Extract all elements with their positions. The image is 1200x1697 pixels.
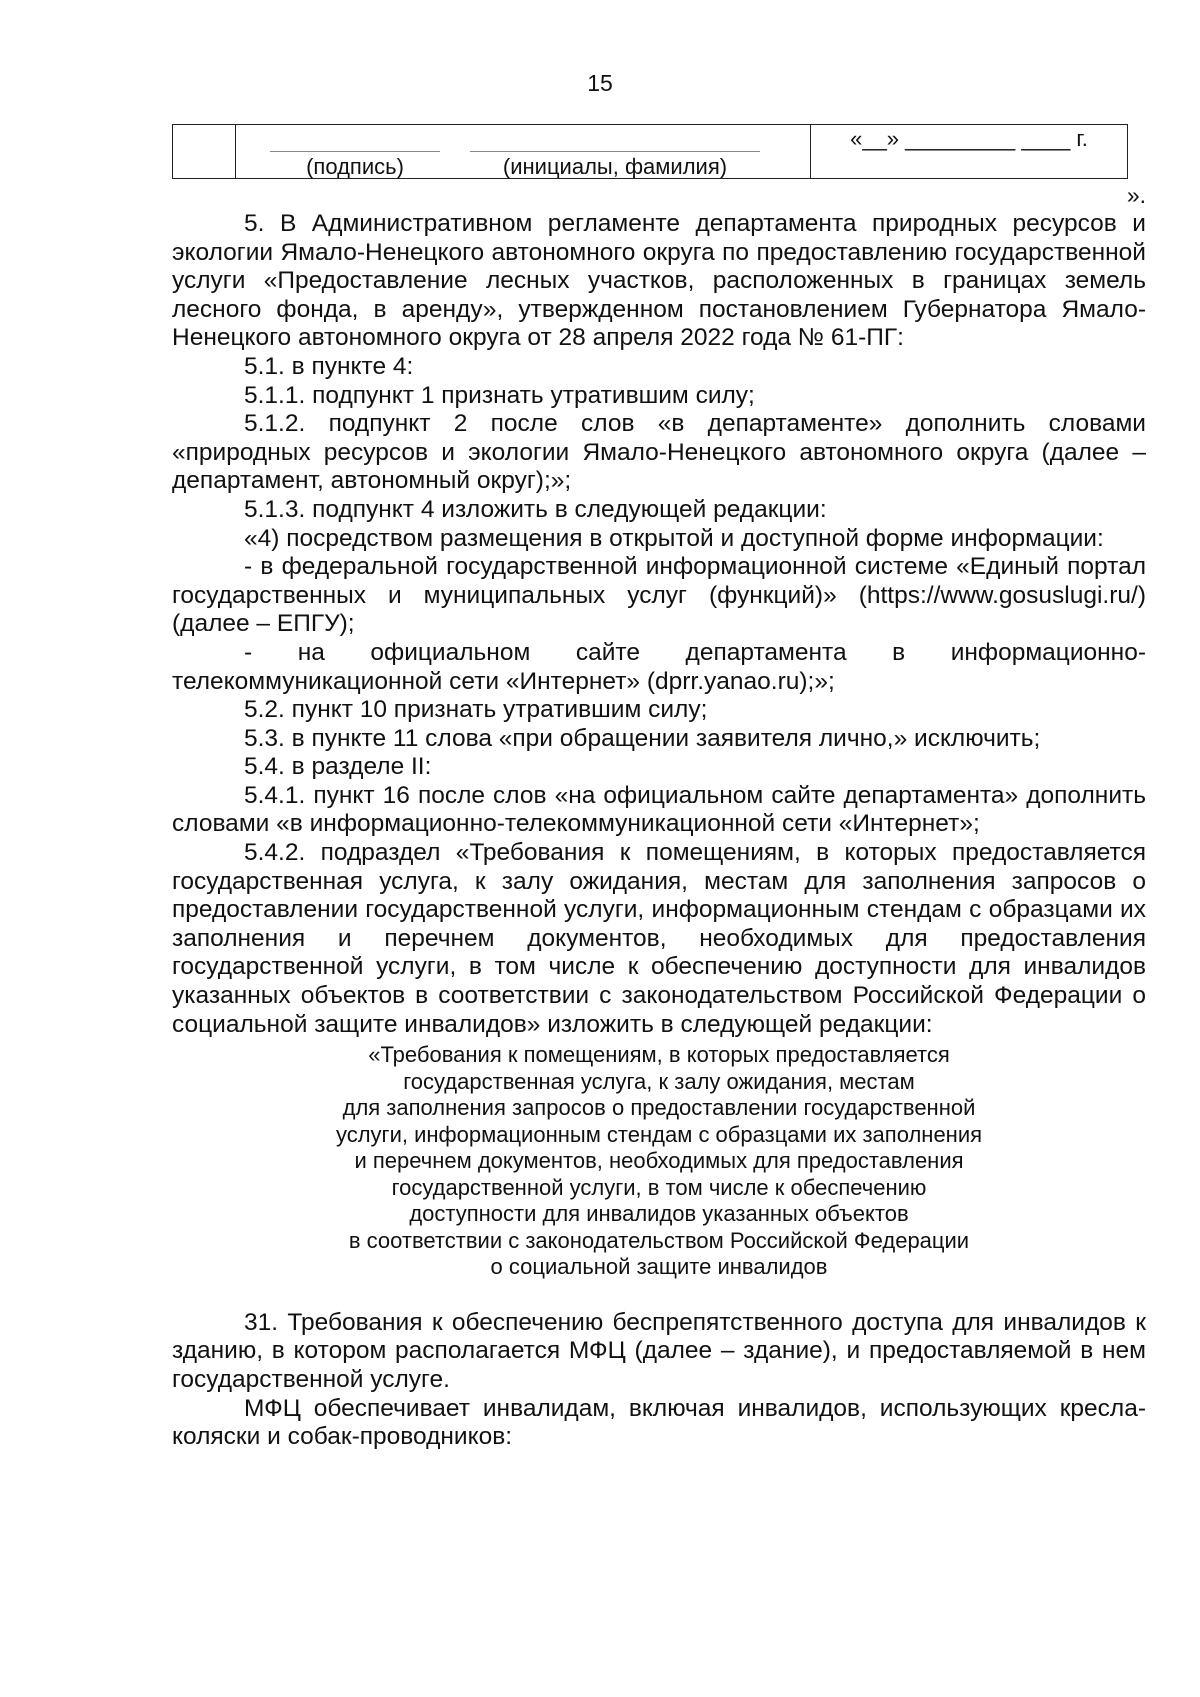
paragraph: 5.1.3. подпункт 4 изложить в следующей редакции:	[244, 495, 827, 523]
centered-heading	[172, 1042, 1146, 1281]
page-number: 15	[587, 70, 613, 96]
name-caption: (инициалы, фамилия)	[502, 154, 728, 179]
heading-line: доступности для инвалидов указанных объектов	[409, 1201, 909, 1227]
spacer	[172, 1281, 1146, 1309]
heading-line: о социальной защите инвалидов	[490, 1254, 828, 1280]
document-body	[172, 210, 1146, 1452]
paragraph: 5.1. в пункте 4:	[244, 352, 414, 380]
paragraph: 5.1.2. подпункт 2 после слов «в департаменте» дополнить словами «природных ресурсов и экологии Ямало-Ненецкого автономного округа (далее – департамент, автономный округ);»;	[172, 410, 1146, 495]
paragraph: 5.2. пункт 10 признать утратившим силу;	[244, 696, 708, 724]
heading-line: государственная услуга, к залу ожидания, местам	[403, 1068, 915, 1094]
heading-line: и перечнем документов, необходимых для предоставления	[354, 1148, 964, 1174]
closing-quote: ».	[1126, 182, 1146, 208]
signature-line	[270, 151, 440, 152]
paragraph: 5.4.1. пункт 16 после слов «на официальном сайте департамента» дополнить словами «в информационно-телекоммуникационной сети «Интернет»;	[172, 781, 1146, 838]
paragraph: 5.4. в разделе II:	[244, 753, 432, 781]
name-line	[470, 151, 760, 152]
paragraph: 31. Требования к обеспечению беспрепятственного доступа для инвалидов к зданию, в котором располагается МФЦ (далее – здание), и предоставляемой в нем государственной услуге.	[172, 1308, 1146, 1393]
heading-line: государственной услуги, в том числе к обеспечению	[391, 1174, 927, 1200]
paragraph: 5. В Административном регламенте департамента природных ресурсов и экологии Ямало-Ненецкого автономного округа по предоставлению государственной услуги «Предоставление лесных участков, расположенных в границах земель лесного фонда, в аренду», утвержденном постановлением Губернатора Ямало-Ненецкого автономного округа от 28 апреля 2022 года № 61-ПГ:	[172, 210, 1146, 352]
paragraph: 5.3. в пункте 11 слова «при обращении заявителя лично,» исключить;	[244, 724, 1041, 752]
paragraph: 5.1.1. подпункт 1 признать утратившим силу;	[244, 381, 755, 409]
signature-table-date-cell	[811, 125, 1128, 179]
paragraph: - в федеральной государственной информационной системе «Единый портал государственных и муниципальных услуг (функций)» (https://www.gosuslugi.ru/) (далее – ЕПГУ);	[172, 553, 1146, 638]
signature-table-empty-cell	[173, 125, 236, 179]
paragraph: 5.4.2. подраздел «Требования к помещениям, в которых предоставляется государственная услуга, к залу ожидания, местам для заполнения запросов о предоставлении государственной услуги, информационным стендам с образцами их заполнения и перечнем документов, необходимых для предоставления государственной услуги, в том числе к обеспечению доступности для инвалидов указанных объектов в соответствии с законодательством Российской Федерации о социальной защите инвалидов» изложить в следующей редакции:	[172, 839, 1146, 1038]
signature-caption: (подпись)	[306, 154, 404, 179]
date-field: «__» _________ ____ г.	[850, 126, 1088, 151]
paragraph: - на официальном сайте департамента в информационно-телекоммуникационной сети «Интернет» (dprr.yanao.ru);»;	[172, 638, 1146, 695]
heading-line: для заполнения запросов о предоставлении государственной	[342, 1095, 976, 1121]
heading-line: в соответствии с законодательством Российской Федерации	[348, 1227, 970, 1253]
paragraph: «4) посредством размещения в открытой и доступной форме информации:	[244, 524, 1104, 552]
signature-table	[172, 124, 1128, 179]
signature-table-sign-cell	[236, 125, 811, 179]
heading-line: «Требования к помещениям, в которых предоставляется	[368, 1042, 950, 1068]
paragraph: МФЦ обеспечивает инвалидам, включая инвалидов, использующих кресла-коляски и собак-проводников:	[172, 1394, 1146, 1451]
heading-line: услуги, информационным стендам с образцами их заполнения	[335, 1121, 983, 1147]
